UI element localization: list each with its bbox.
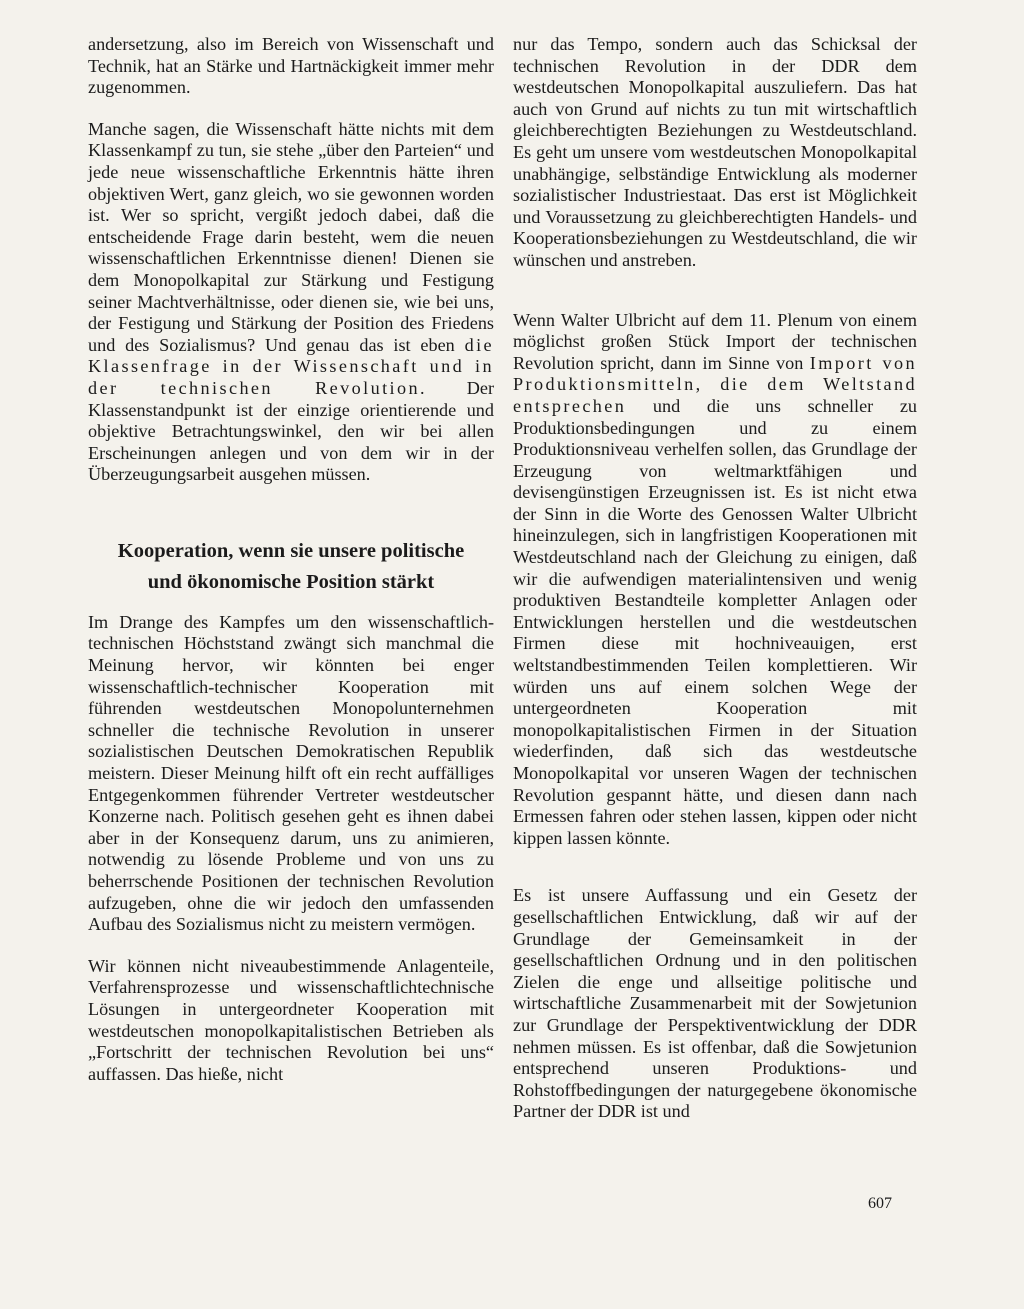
- text-run: Der Klassenstandpunkt ist der einzige orientierende und objektive Betrachtungswinkel, den wir bei allen Erscheinungen anlegen und von dem wir in der Überzeugungsarbeit ausgehen müssen.: [88, 377, 494, 485]
- section-heading: [88, 536, 494, 598]
- text-run: und die uns schneller zu Produktionsbedingungen und zu einem Produktionsniveau verhelfen sollen, das Grundlage der Erzeugung von weltmarktfähigen und devisengünstigen Erzeugnissen ist. Es ist nicht etwa der Sinn in die Worte des Genossen Walter Ulbricht hineinzulegen, sich in langfristigen Kooperationen mit Westdeutschland nach der Gleichung zu einigen, daß wir die aufwendigen materialintensiven und wenig produktiven Bestandteile kompletter Anlagen oder Entwicklungen herstellen und die westdeutschen Firmen diese mit hochniveauigen, erst weltstandbestimmenden Teilen komplettieren. Wir würden uns auf einem solchen Wege der untergeordneten Kooperation mit monopolkapitalistischen Firmen in der Situation wiederfinden, daß sich das westdeutsche Monopolkapital vor unseren Wagen der technischen Revolution gespannt hätte, und diesen dann nach Ermessen fahren oder stehen lassen, kippen oder nicht kippen lassen könnte.: [513, 395, 918, 848]
- paragraph: Im Drange des Kampfes um den wissenschaftlich-technischen Höchststand zwängt sich manchmal die Meinung hervor, wir könnten bei enger wissenschaftlich-technischer Kooperation mit führenden westdeutschen Monopolunternehmen schneller die technische Revolution in unserer sozialistischen Deutschen Demokratischen Republik meistern. Dieser Meinung hilft oft ein recht auffälliges Entgegenkommen führender Vertreter westdeutscher Konzerne nach. Politisch gesehen geht es ihnen dabei aber in der Konsequenz darum, uns zu animieren, notwendig zu lösende Probleme und von uns zu beherrschende Positionen der technischen Revolution aufzugeben, ohne die wir jedoch den umfassenden Aufbau des Sozialismus nicht zu meistern vermögen.: [88, 611, 494, 935]
- right-column: [513, 34, 917, 1123]
- emphasized-text: die Klassenfrage in der Wissenschaft und in der technischen Revolution.: [88, 334, 494, 398]
- paragraph: [88, 119, 494, 486]
- paragraph: andersetzung, also im Bereich von Wissenschaft und Technik, hat an Stärke und Hartnäckigkeit immer mehr zugenommen.: [88, 34, 494, 98]
- text-run: Manche sagen, die Wissenschaft hätte nichts mit dem Klassenkampf zu tun, sie stehe „über den Parteien“ und jede neue wissenschaftliche Erkenntnis hätte ihren objektiven Wert, ganz gleich, wo sie gewonnen worden ist. Wer so spricht, vergißt jedoch dabei, daß die entscheidende Frage darin besteht, wem die neuen wissenschaftlichen Erkenntnisse dienen! Dienen sie dem Monopolkapital zur Stärkung und Festigung seiner Machtverhältnisse, oder dienen sie, wie bei uns, der Festigung und Stärkung der Position des Friedens und des Sozialismus? Und genau das ist eben: [88, 118, 494, 355]
- left-column: [88, 34, 494, 1085]
- paragraph: Es ist unsere Auffassung und ein Gesetz der gesellschaftlichen Entwicklung, daß wir auf der Grundlage der Gemeinsamkeit in der gesellschaftlichen Ordnung und in den politischen Zielen die enge und allseitige politische und wirtschaftliche Zusammenarbeit mit der Sowjetunion zur Grundlage der Perspektiventwicklung der DDR nehmen müssen. Es ist offenbar, daß die Sowjetunion entsprechend unseren Produktions- und Rohstoffbedingungen der naturgegebene ökonomische Partner der DDR ist und: [513, 885, 917, 1122]
- paragraph: nur das Tempo, sondern auch das Schicksal der technischen Revolution in der DDR dem westdeutschen Monopolkapital auszuliefern. Das hat auch von Grund auf nichts zu tun mit wirtschaftlich gleichberechtigten Beziehungen zu Westdeutschland. Es geht um unsere vom westdeutschen Monopolkapital unabhängige, selbständige Entwicklung als moderner sozialistischer Industriestaat. Das erst ist Möglichkeit und Voraussetzung zu gleichberechtigten Handels- und Kooperationsbeziehungen zu Westdeutschland, die wir wünschen und anstreben.: [513, 34, 917, 270]
- paragraph: Wir können nicht niveaubestimmende Anlagenteile, Verfahrensprozesse und wissenschaftlichtechnische Lösungen in untergeordneter Kooperation mit westdeutschen monopolkapitalistischen Betrieben als „Fortschritt der technischen Revolution bei uns“ auffassen. Das hieße, nicht: [88, 955, 494, 1084]
- text-run: Wenn Walter Ulbricht auf dem 11. Plenum von einem möglichst großen Stück Import der technischen Revolution spricht, dann im Sinne von: [513, 309, 917, 373]
- emphasized-text: Import von Produktionsmitteln, die dem Weltstand entsprechen: [513, 352, 917, 416]
- heading-line: und ökonomische Position stärkt: [147, 570, 435, 593]
- heading-line: Kooperation, wenn sie unsere politische: [117, 539, 465, 562]
- page-number: 607: [868, 1195, 892, 1212]
- paragraph: [513, 310, 917, 850]
